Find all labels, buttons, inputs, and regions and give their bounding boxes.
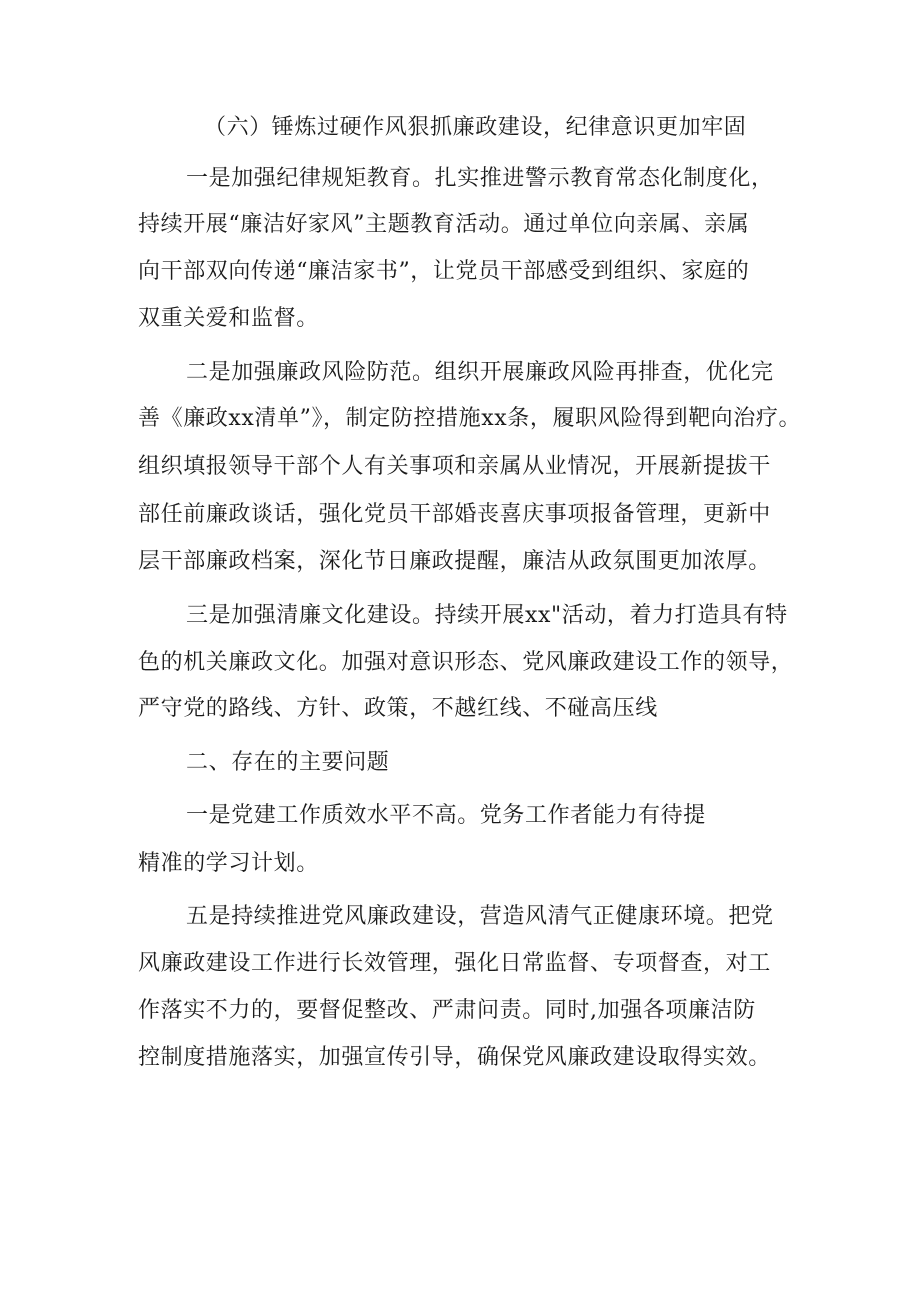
paragraph-line: 双重关爱和监督。 xyxy=(138,306,319,331)
paragraph-line: 善《廉政xx清单”》，制定防控措施xx条，履职风险得到靶向治疗。 xyxy=(138,406,802,431)
paragraph-line: 层干部廉政档案，深化节日廉政提醒，廉洁从政氛围更加浓厚。 xyxy=(138,549,771,574)
paragraph-line: 作落实不力的，要督促整改、严肃问责。同时,加强各项廉洁防 xyxy=(138,998,756,1023)
paragraph-line: 一是党建工作质效水平不高。党务工作者能力有待提 xyxy=(186,803,706,828)
paragraph-line: 三是加强清廉文化建设。持续开展xx"活动，着力打造具有特 xyxy=(186,603,788,628)
section-two-heading: 二、存在的主要问题 xyxy=(186,750,390,775)
paragraph-line: 精准的学习计划。 xyxy=(138,851,319,876)
paragraph-line: 组织填报领导干部个人有关事项和亲属从业情况，开展新提拔干 xyxy=(138,454,771,479)
paragraph-line: 五是持续推进党风廉政建设，营造风清气正健康环境。把党 xyxy=(186,904,774,929)
paragraph-line: 严守党的路线、方针、政策，不越红线、不碰高压线 xyxy=(138,696,658,721)
paragraph-line: 色的机关廉政文化。加强对意识形态、党风廉政建设工作的领导， xyxy=(138,650,794,675)
paragraph-line: 风廉政建设工作进行长效管理，强化日常监督、专项督查，对工 xyxy=(138,951,771,976)
paragraph-line: 向干部双向传递“廉洁家书”，让党员干部感受到组织、家庭的 xyxy=(138,259,750,284)
paragraph-line: 一是加强纪律规矩教育。扎实推进警示教育常态化制度化， xyxy=(186,166,774,191)
section-six-heading: （六）锤炼过硬作风狠抓廉政建设，纪律意识更加牢固 xyxy=(204,115,747,140)
paragraph-line: 二是加强廉政风险防范。组织开展廉政风险再排查，优化完 xyxy=(186,360,774,385)
paragraph-line: 部任前廉政谈话，强化党员干部婚丧喜庆事项报备管理，更新中 xyxy=(138,502,771,527)
paragraph-line: 持续开展“廉洁好家风”主题教育活动。通过单位向亲属、亲属 xyxy=(138,212,750,237)
paragraph-line: 控制度措施落实，加强宣传引导，确保党风廉政建设取得实效。 xyxy=(138,1045,771,1070)
